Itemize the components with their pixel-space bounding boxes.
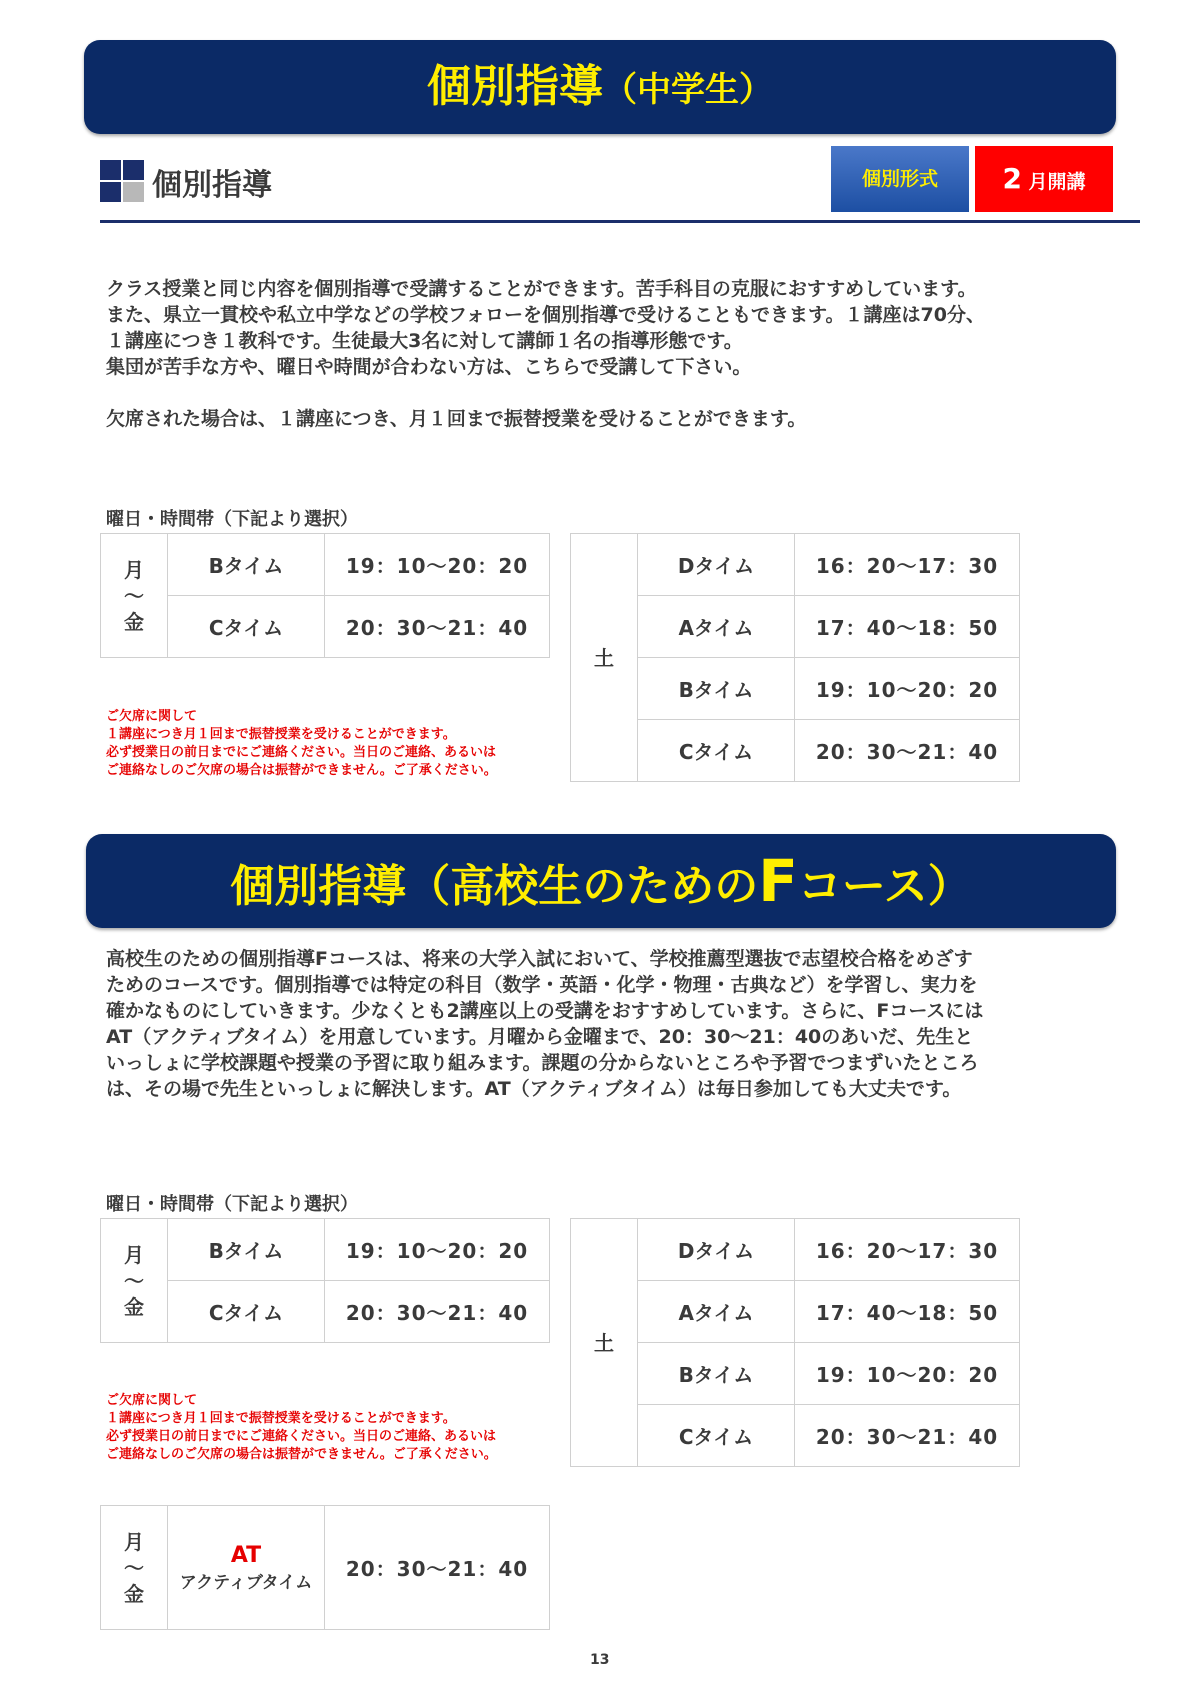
note-line: ご連絡なしのご欠席の場合は振替ができません。ご了承ください。 [106,763,497,778]
day-cell [101,1506,168,1630]
slot-cell: Bタイム [638,1343,795,1405]
day-cell [101,1219,168,1343]
note-line: ご欠席に関して [106,709,198,724]
note-line: ご欠席に関して [106,1393,198,1408]
table-row [571,1219,1020,1281]
section2-paragraph [106,946,983,1102]
grid-logo-icon [100,160,146,204]
section2-banner [86,834,1116,928]
section2-weekday-table [100,1218,550,1343]
paragraph-line: 確かなものにしていきます。少なくとも2講座以上の受講をおすすめしています。さらに、Fコースには [106,1000,984,1022]
paragraph-line: １講座につき１教科です。生徒最大3名に対して講師１名の指導形態です。 [106,330,743,352]
table-row [571,1405,1020,1467]
section1-banner-main: 個別指導 [427,61,603,112]
table-row [101,1506,550,1630]
start-month-badge [975,146,1113,212]
slot-cell: Bタイム [168,1219,325,1281]
section1-heading: 個別指導 [152,168,272,203]
slot-cell: Bタイム [638,658,795,720]
slot-cell: Aタイム [638,1281,795,1343]
section1-banner [84,40,1116,134]
day-label: 金 [124,1294,144,1319]
note-line: １講座につき月１回まで振替授業を受けることができます。 [106,1411,456,1426]
day-label: 月 [124,557,144,582]
format-badge: 個別形式 [831,146,969,212]
section2-banner-big: F [758,847,798,915]
day-label: 金 [124,609,144,634]
time-cell: 20：30～21：40 [325,596,550,658]
note-line: 必ず授業日の前日までにご連絡ください。当日のご連絡、あるいは [106,745,497,760]
table-row [101,1281,550,1343]
paragraph-line [106,380,985,406]
section1-banner-sub: （中学生） [603,70,773,110]
section2-saturday-table [570,1218,1020,1467]
section1-heading-row [100,150,1140,224]
section2-schedule-label: 曜日・時間帯（下記より選択） [106,1194,358,1215]
section1-saturday-table [570,533,1020,782]
day-cell: 土 [571,534,638,782]
time-cell: 17：40～18：50 [795,596,1020,658]
page-number: 13 [590,1652,610,1668]
paragraph-line: 高校生のための個別指導Fコースは、将来の大学入試において、学校推薦型選抜で志望校合格をめざす [106,948,973,970]
paragraph-line: また、県立一貫校や私立中学などの学校フォローを個別指導で受けることもできます。１講座は70分、 [106,304,985,326]
table-row [571,658,1020,720]
note-line: 必ず授業日の前日までにご連絡ください。当日のご連絡、あるいは [106,1429,497,1444]
slot-cell: Cタイム [638,1405,795,1467]
section2-banner-post: コース） [797,861,972,912]
table-row [101,596,550,658]
start-month-number: 2 [1002,162,1022,195]
slot-cell: Cタイム [638,720,795,782]
note-line: ご連絡なしのご欠席の場合は振替ができません。ご了承ください。 [106,1447,497,1462]
table-row [101,1219,550,1281]
day-cell: 土 [571,1219,638,1467]
day-label: ～ [124,1268,144,1293]
day-label: ～ [124,1555,144,1580]
time-cell: 19：10～20：20 [795,658,1020,720]
time-cell: 19：10～20：20 [325,534,550,596]
table-row [571,596,1020,658]
slot-cell: Aタイム [638,596,795,658]
time-cell: 16：20～17：30 [795,1219,1020,1281]
paragraph-line: 欠席された場合は、１講座につき、月１回まで振替授業を受けることができます。 [106,408,807,430]
day-cell [101,534,168,658]
table-row [571,534,1020,596]
time-cell: 20：30～21：40 [325,1281,550,1343]
slot-cell: Cタイム [168,596,325,658]
table-row [571,1281,1020,1343]
time-cell: 20：30～21：40 [795,720,1020,782]
at-slot-cell [168,1506,325,1630]
note-line: １講座につき月１回まで振替授業を受けることができます。 [106,727,456,742]
at-sublabel: アクティブタイム [179,1572,313,1593]
slot-cell: Dタイム [638,1219,795,1281]
day-label: 月 [124,1529,144,1554]
section1-schedule-label: 曜日・時間帯（下記より選択） [106,509,358,530]
paragraph-line: いっしょに学校課題や授業の予習に取り組みます。課題の分からないところや予習でつまずいたところ [106,1052,979,1074]
active-time-table [100,1505,550,1630]
time-cell: 20：30～21：40 [325,1506,550,1630]
paragraph-line: 集団が苦手な方や、曜日や時間が合わない方は、こちらで受講して下さい。 [106,356,752,378]
section1-weekday-table [100,533,550,658]
time-cell: 19：10～20：20 [795,1343,1020,1405]
paragraph-line: クラス授業と同じ内容を個別指導で受講することができます。苦手科目の克服におすすめしています。 [106,278,977,300]
paragraph-line: は、その場で先生といっしょに解決します。AT（アクティブタイム）は毎日参加しても大丈夫です。 [106,1078,962,1100]
section1-absence-note [106,708,497,780]
paragraph-line: AT（アクティブタイム）を用意しています。月曜から金曜まで、20：30～21：40のあいだ、先生と [106,1026,974,1048]
time-cell: 16：20～17：30 [795,534,1020,596]
day-label: ～ [124,583,144,608]
day-label: 金 [124,1581,144,1606]
paragraph-line: ためのコースです。個別指導では特定の科目（数学・英語・化学・物理・古典など）を学習し、実力を [106,974,978,996]
section2-absence-note [106,1392,497,1464]
table-row [101,534,550,596]
day-label: 月 [124,1242,144,1267]
time-cell: 20：30～21：40 [795,1405,1020,1467]
start-month-text: 月開講 [1028,171,1086,193]
slot-cell: Cタイム [168,1281,325,1343]
section1-paragraph [106,276,985,432]
slot-cell: Bタイム [168,534,325,596]
at-label: AT [230,1542,262,1568]
section2-banner-pre: 個別指導（高校生のための [230,861,759,912]
time-cell: 19：10～20：20 [325,1219,550,1281]
time-cell: 17：40～18：50 [795,1281,1020,1343]
table-row [571,1343,1020,1405]
table-row [571,720,1020,782]
heading-divider [100,220,1140,223]
slot-cell: Dタイム [638,534,795,596]
